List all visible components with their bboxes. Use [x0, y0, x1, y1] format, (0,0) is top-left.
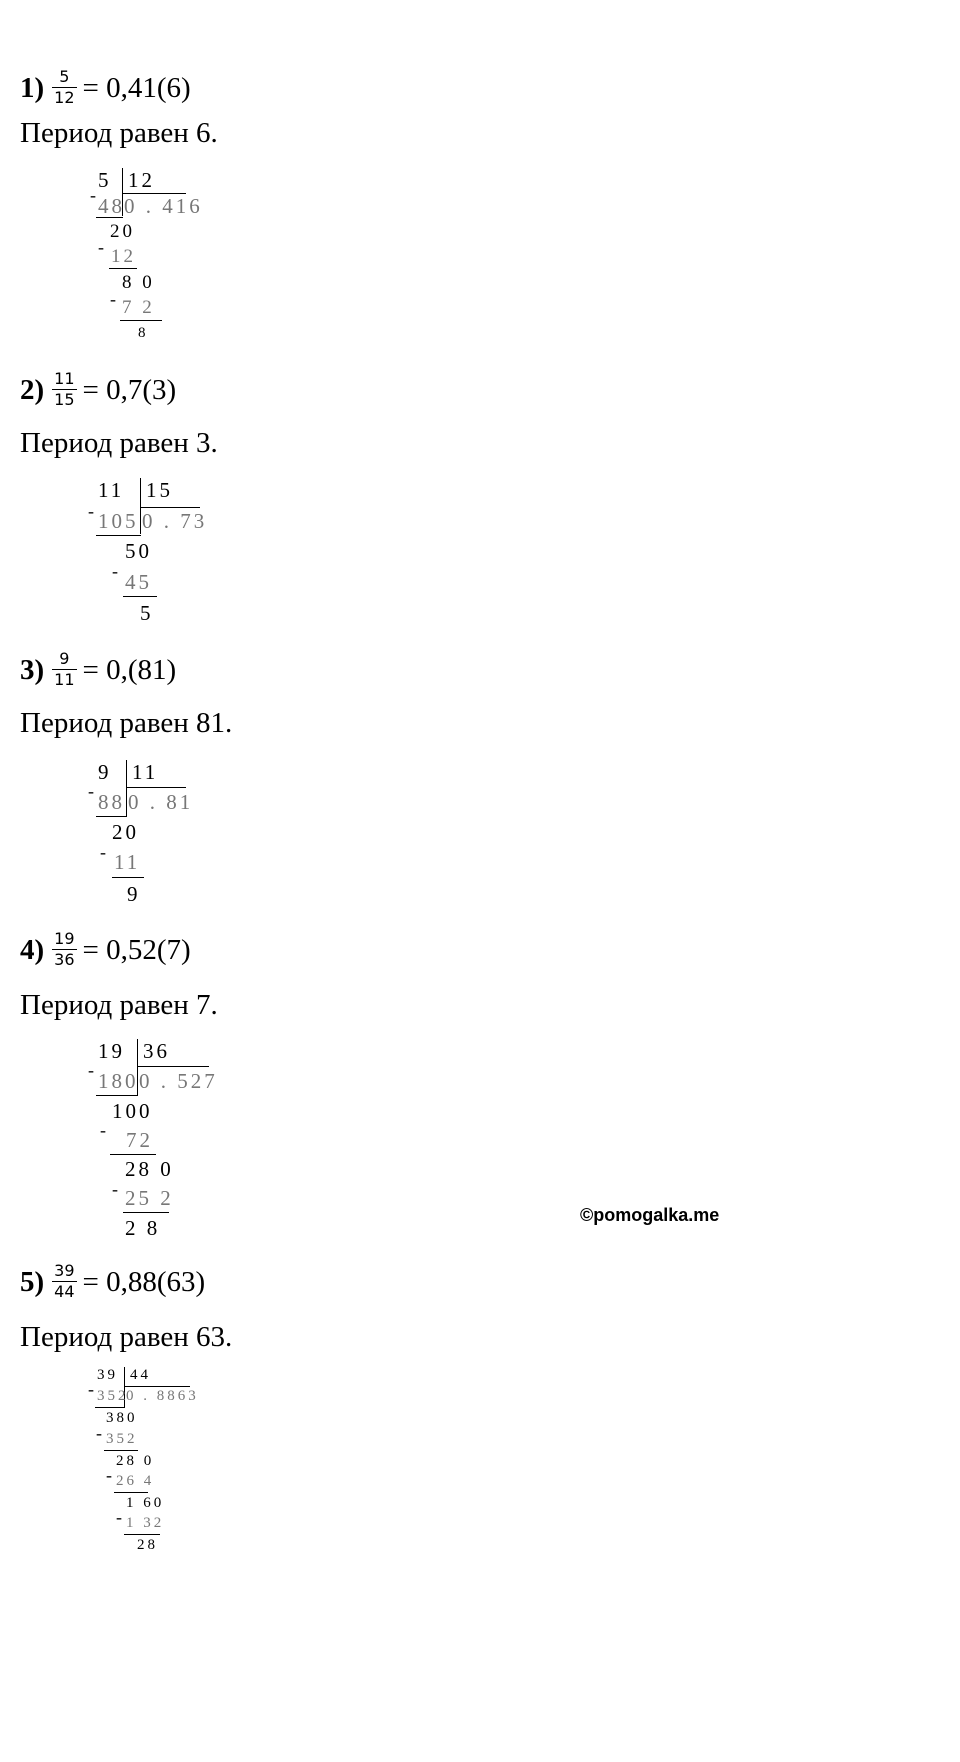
watermark: ©pomogalka.me: [580, 1205, 720, 1225]
equation-result: = 0,41(6): [82, 71, 191, 104]
subtrahend: 352: [106, 1431, 138, 1447]
fraction-denominator: 11: [54, 670, 75, 689]
problem-number: 1): [20, 71, 45, 104]
remainder: 8: [138, 325, 149, 341]
remainder: 380: [106, 1410, 138, 1426]
remainder: 28 0: [125, 1157, 174, 1181]
dividend: 39: [97, 1367, 118, 1383]
subtrahend: 45: [125, 570, 152, 594]
remainder: 28: [137, 1537, 158, 1553]
problem-2-heading: [20, 370, 176, 409]
quotient: 0 . 81: [128, 790, 194, 814]
fraction-numerator: 5: [59, 67, 70, 86]
problem-5-period: Период равен 63.: [20, 1321, 233, 1353]
problem-1-heading: [20, 68, 191, 107]
subtrahend: 7 2: [122, 297, 155, 318]
quotient: 0 . 8863: [126, 1388, 199, 1404]
problem-5-heading: [20, 1262, 205, 1301]
remainder: 20: [110, 221, 135, 242]
remainder: 5: [140, 601, 154, 625]
divisor: 36: [143, 1039, 170, 1063]
subtrahend: 352: [97, 1388, 129, 1404]
dividend: 9: [98, 760, 112, 784]
quotient: 0 . 416: [124, 194, 203, 218]
dividend: 19: [98, 1039, 125, 1063]
remainder: 9: [127, 882, 141, 906]
divisor: 11: [132, 760, 159, 784]
subtrahend: 1 32: [126, 1515, 165, 1531]
problem-4-heading: [20, 930, 191, 969]
remainder: 50: [125, 539, 152, 563]
fraction: [52, 68, 76, 107]
subtrahend: 25 2: [125, 1186, 174, 1210]
dividend: 11: [98, 478, 125, 502]
subtrahend: 48: [98, 194, 125, 218]
fraction: [52, 930, 76, 969]
problem-4-period: Период равен 7.: [20, 989, 218, 1021]
remainder: 28 0: [116, 1453, 155, 1469]
fraction: [52, 1262, 76, 1301]
fraction-numerator: 19: [54, 929, 75, 948]
equation-result: = 0,52(7): [82, 933, 191, 966]
fraction-denominator: 15: [54, 390, 75, 409]
equation-result: = 0,(81): [82, 653, 177, 686]
remainder: 1 60: [126, 1495, 165, 1511]
fraction-numerator: 9: [59, 649, 70, 668]
fraction-denominator: 44: [54, 1282, 75, 1301]
dividend: 5: [98, 168, 112, 192]
equation-result: = 0,88(63): [82, 1265, 206, 1298]
remainder: 8 0: [122, 272, 155, 293]
quotient: 0 . 73: [142, 509, 208, 533]
problem-number: 4): [20, 933, 45, 966]
quotient: 0 . 527: [139, 1069, 218, 1093]
fraction-denominator: 36: [54, 950, 75, 969]
fraction-numerator: 39: [54, 1261, 75, 1280]
divisor: 12: [128, 168, 155, 192]
subtrahend: 105: [98, 509, 139, 533]
fraction-denominator: 12: [54, 88, 75, 107]
problem-2-period: Период равен 3.: [20, 427, 218, 459]
problem-number: 5): [20, 1265, 45, 1298]
subtrahend: 12: [111, 246, 136, 267]
fraction: [52, 650, 76, 689]
subtrahend: 180: [98, 1069, 139, 1093]
problem-1-period: Период равен 6.: [20, 117, 218, 149]
problem-number: 3): [20, 653, 45, 686]
problem-3-heading: [20, 650, 176, 689]
fraction: [52, 370, 76, 409]
problem-3-period: Период равен 81.: [20, 707, 233, 739]
subtrahend: 88: [98, 790, 125, 814]
fraction-numerator: 11: [54, 369, 75, 388]
subtrahend: 26 4: [116, 1473, 155, 1489]
problem-number: 2): [20, 373, 45, 406]
remainder: 2 8: [125, 1216, 161, 1240]
remainder: 20: [112, 820, 139, 844]
divisor: 44: [130, 1367, 151, 1383]
remainder: 100: [112, 1099, 153, 1123]
subtrahend: 11: [114, 850, 141, 874]
divisor: 15: [146, 478, 173, 502]
equation-result: = 0,7(3): [82, 373, 177, 406]
subtrahend: 72: [126, 1128, 153, 1152]
